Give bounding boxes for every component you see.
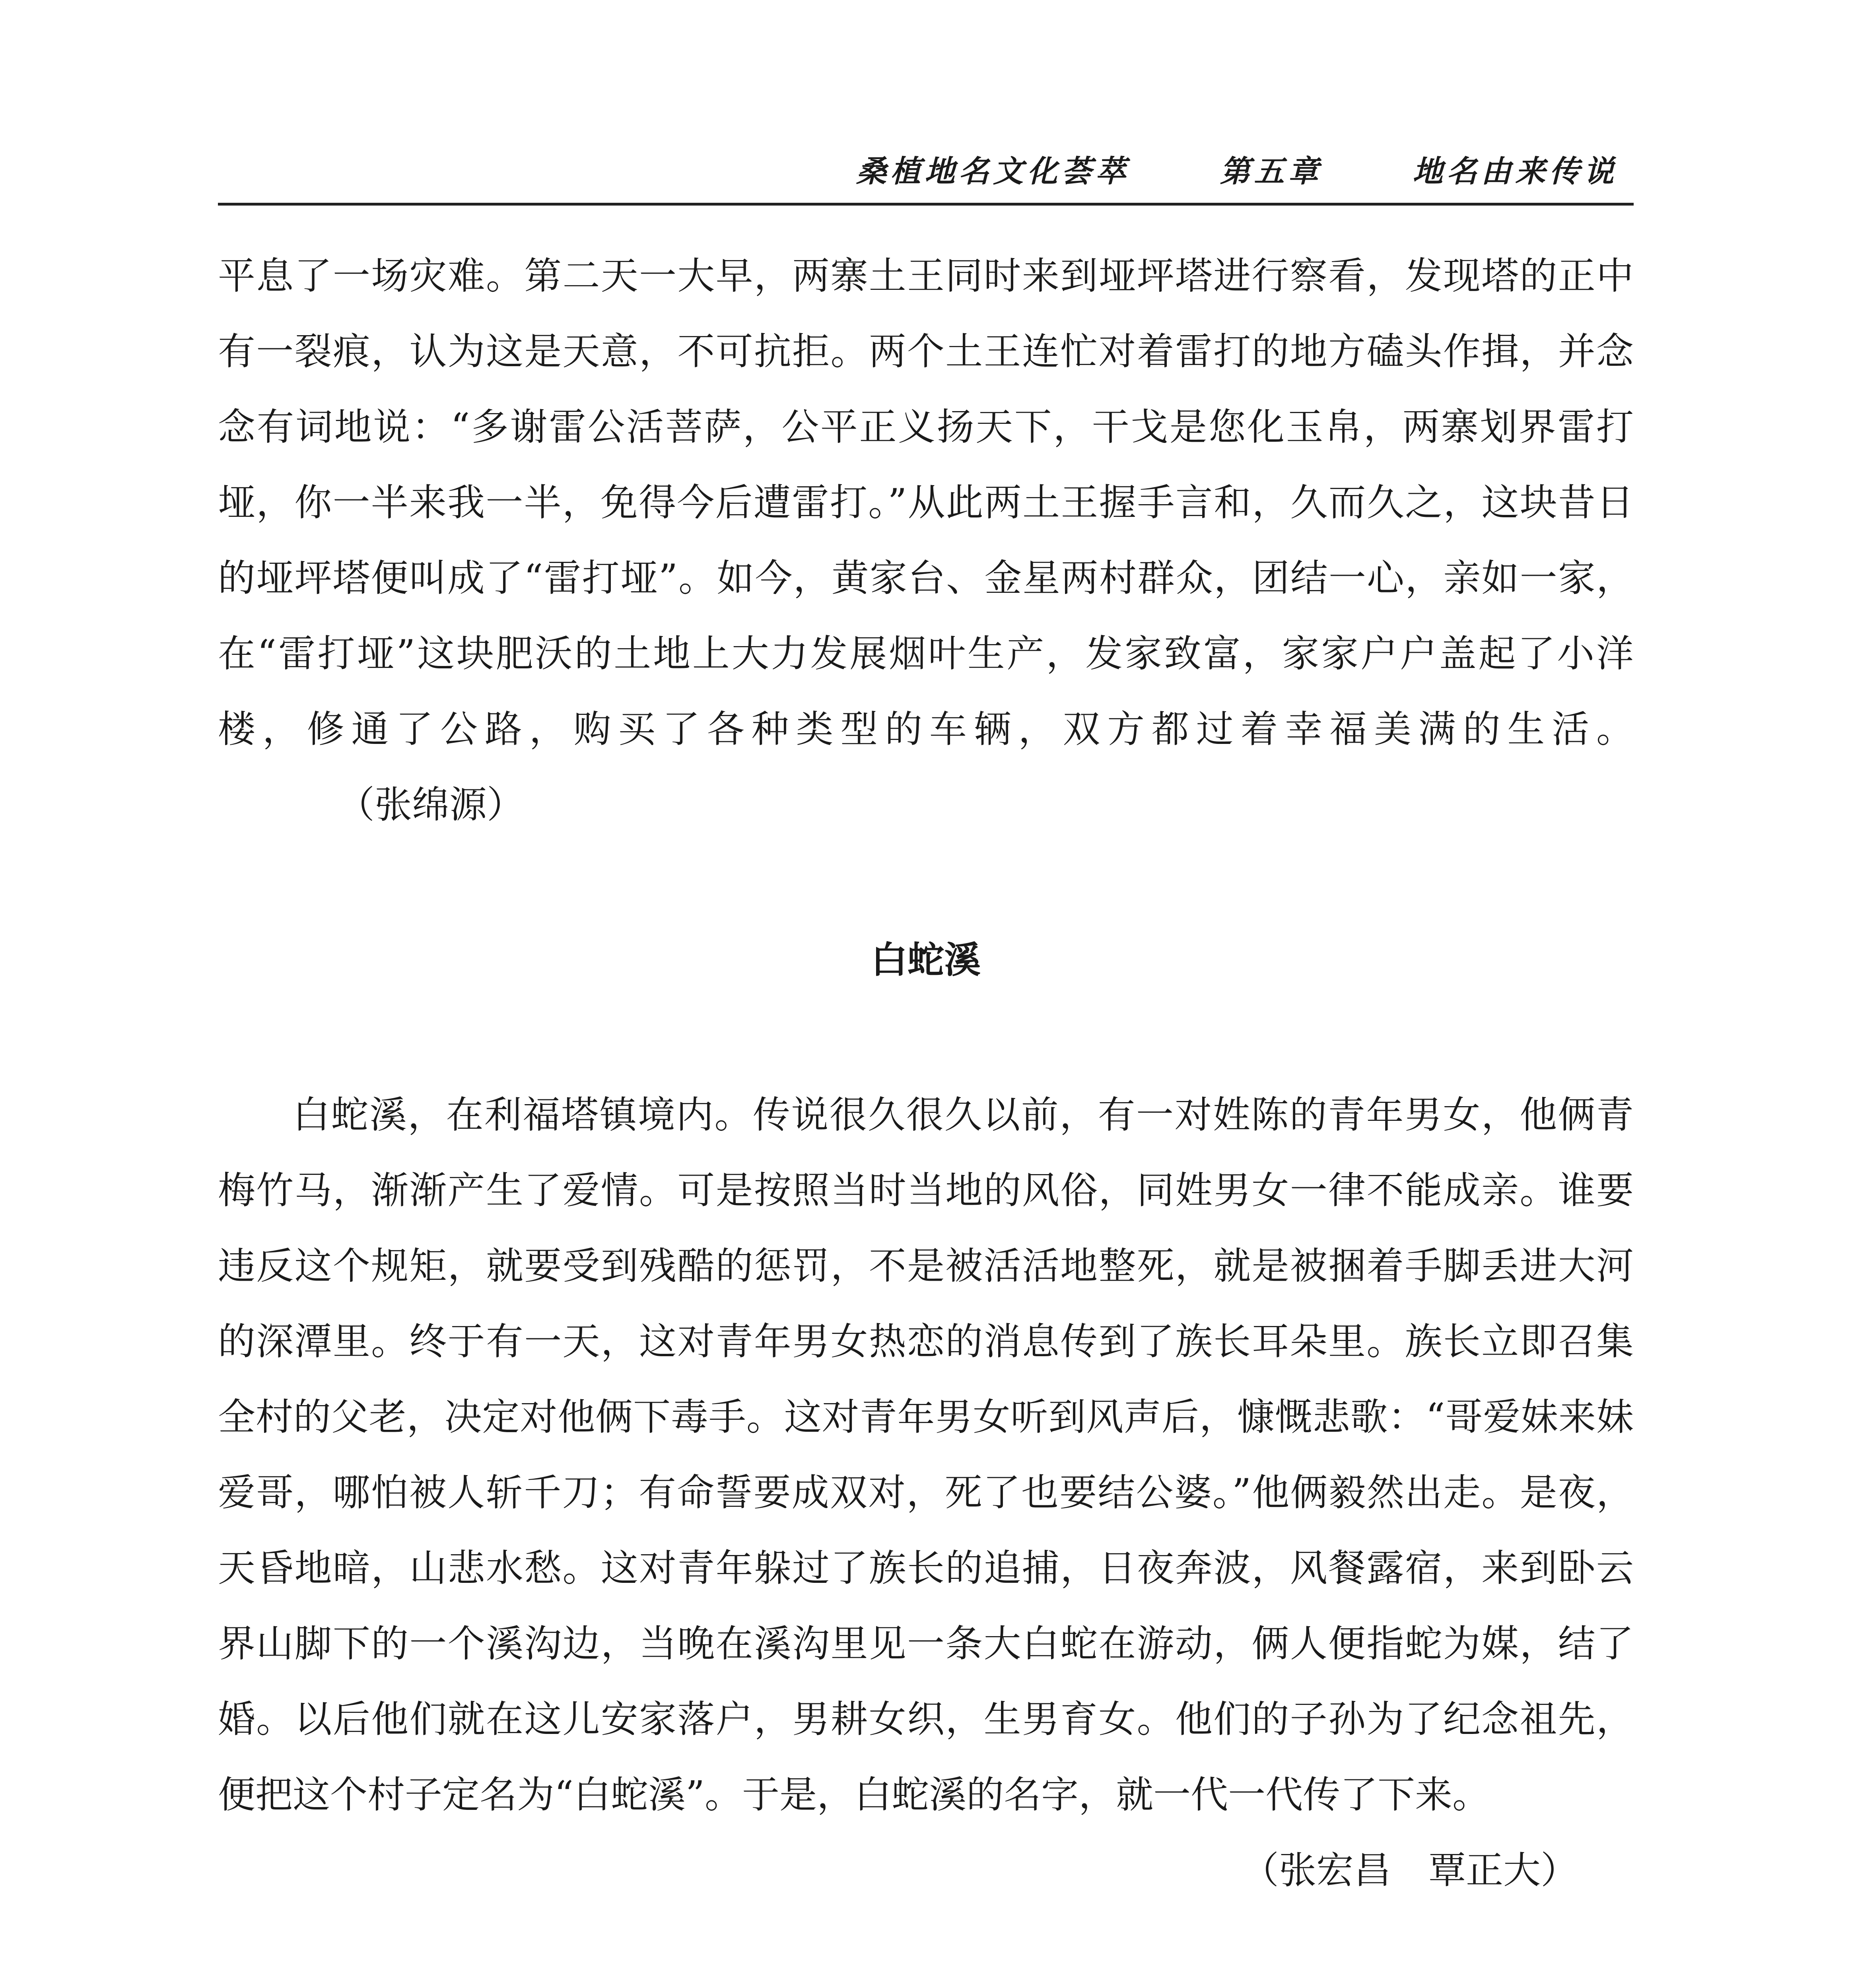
section-gap [218, 843, 1634, 922]
header-chapter-title: 地名由来传说 [1413, 153, 1618, 189]
header-book-title: 桑植地名文化荟萃 [856, 153, 1130, 189]
author-credit-1: （张绵源） [337, 783, 525, 827]
author-credit-2: （张宏昌 覃正大） [1241, 1849, 1578, 1892]
section-title-baishexi: 白蛇溪 [871, 939, 981, 981]
baishexi-paragraph: 白蛇溪，在利福塔镇境内。传说很久很久以前，有一对姓陈的青年男女，他俩青梅竹马，渐渐产生了爱情。可是按照当时当地的风俗，同姓男女一律不能成亲。谁要违反这个规矩，就要受到残酷的惩罚，不是被活活地整死，就是被捆着手脚丢进大河的深潭里。终于有一天，这对青年男女热恋的消息传到了族长耳朵里。族长立即召集全村的父老，决定对他俩下毒手。这对青年男女听到风声后，慷慨悲歌：“哥爱妹来妹爱哥，哪怕被人斩千刀；有命誓要成双对，死了也要结公婆。”他俩毅然出走。是夜，天昏地暗，山悲水愁。这对青年躲过了族长的追捕，日夜奔波，风餐露宿，来到卧云界山脚下的一个溪沟边，当晚在溪沟里见一条大白蛇在游动，俩人便指蛇为媒，结了婚。以后他们就在这儿安家落户，男耕女织，生男育女。他们的子孙为了纪念祖先，便把这个村子定名为“白蛇溪”。于是，白蛇溪的名字，就一代一代传了下来。 [218, 1093, 1634, 1817]
page-content [218, 239, 1634, 1988]
running-header [218, 143, 1634, 206]
header-chapter: 第五章 [1220, 153, 1323, 189]
header-title [856, 147, 1618, 190]
section-gap [218, 998, 1634, 1077]
continuation-text: 平息了一场灾难。第二天一大早，两寨土王同时来到垭坪塔进行察看，发现塔的正中有一裂痕，认为这是天意，不可抗拒。两个土王连忙对着雷打的地方磕头作揖，并念念有词地说：“多谢雷公活菩萨，公平正义扬天下，干戈是您化玉帛，两寨划界雷打垭，你一半来我一半，免得今后遭雷打。”从此两土王握手言和，久而久之，这块昔日的垭坪塔便叫成了“雷打垭”。如今，黄家台、金星两村群众，团结一心，亲如一家，在“雷打垭”这块肥沃的土地上大力发展烟叶生产，发家致富，家家户户盖起了小洋楼，修通了公路，购买了各种类型的车辆，双方都过着幸福美满的生活。 [218, 254, 1634, 751]
section-gap [218, 1908, 1634, 1988]
continuation-paragraph [218, 239, 1634, 843]
